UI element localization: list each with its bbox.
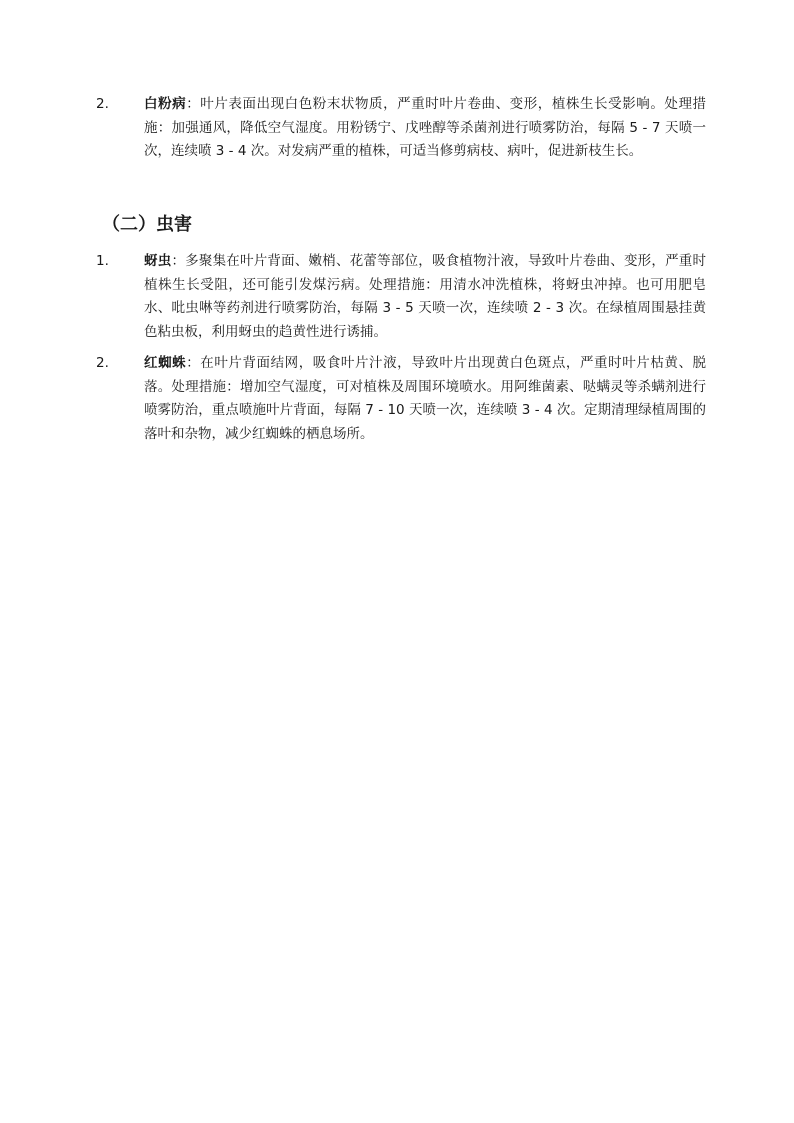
list-item-powdery-mildew [96, 93, 706, 164]
section-heading: （二）虫害 [102, 214, 192, 235]
item-text: ：在叶片背面结网，吸食叶片汁液，导致叶片出现黄白色斑点，严重时叶片枯黄、脱落。处理措施：增加空气湿度，可对植株及周围环境喷水。用阿维菌素、哒螨灵等杀螨剂进行喷雾防治，重点喷施叶片背面，每隔 7 - 10 天喷一次，连续喷 3 - 4 次。定期清理绿植周围的落叶和杂物，减少红蜘蛛的栖息场所。 [144, 355, 707, 442]
list-number: 2. [96, 355, 109, 371]
list-item-body [144, 93, 706, 164]
list-number: 1. [96, 253, 109, 269]
item-term: 蚜虫 [144, 253, 172, 269]
item-text: ：多聚集在叶片背面、嫩梢、花蕾等部位，吸食植物汁液，导致叶片卷曲、变形，严重时植株生长受阻，还可能引发煤污病。处理措施：用清水冲洗植株，将蚜虫冲掉。也可用肥皂水、吡虫啉等药剂进行喷雾防治，每隔 3 - 5 天喷一次，连续喷 2 - 3 次。在绿植周围悬挂黄色粘虫板，利用蚜虫的趋黄性进行诱捕。 [144, 253, 707, 340]
list-item-body [144, 250, 706, 344]
list-item-body [144, 352, 706, 446]
list-item-aphid [96, 250, 706, 344]
list-number: 2. [96, 96, 109, 112]
item-text: ：叶片表面出现白色粉末状物质，严重时叶片卷曲、变形，植株生长受影响。处理措施：加强通风，降低空气湿度。用粉锈宁、戊唑醇等杀菌剂进行喷雾防治，每隔 5 - 7 天喷一次，连续喷 3 - 4 次。对发病严重的植株，可适当修剪病枝、病叶，促进新枝生长。 [144, 96, 707, 159]
item-term: 白粉病 [144, 96, 187, 112]
list-item-red-spider [96, 352, 706, 446]
item-term: 红蜘蛛 [144, 355, 187, 371]
